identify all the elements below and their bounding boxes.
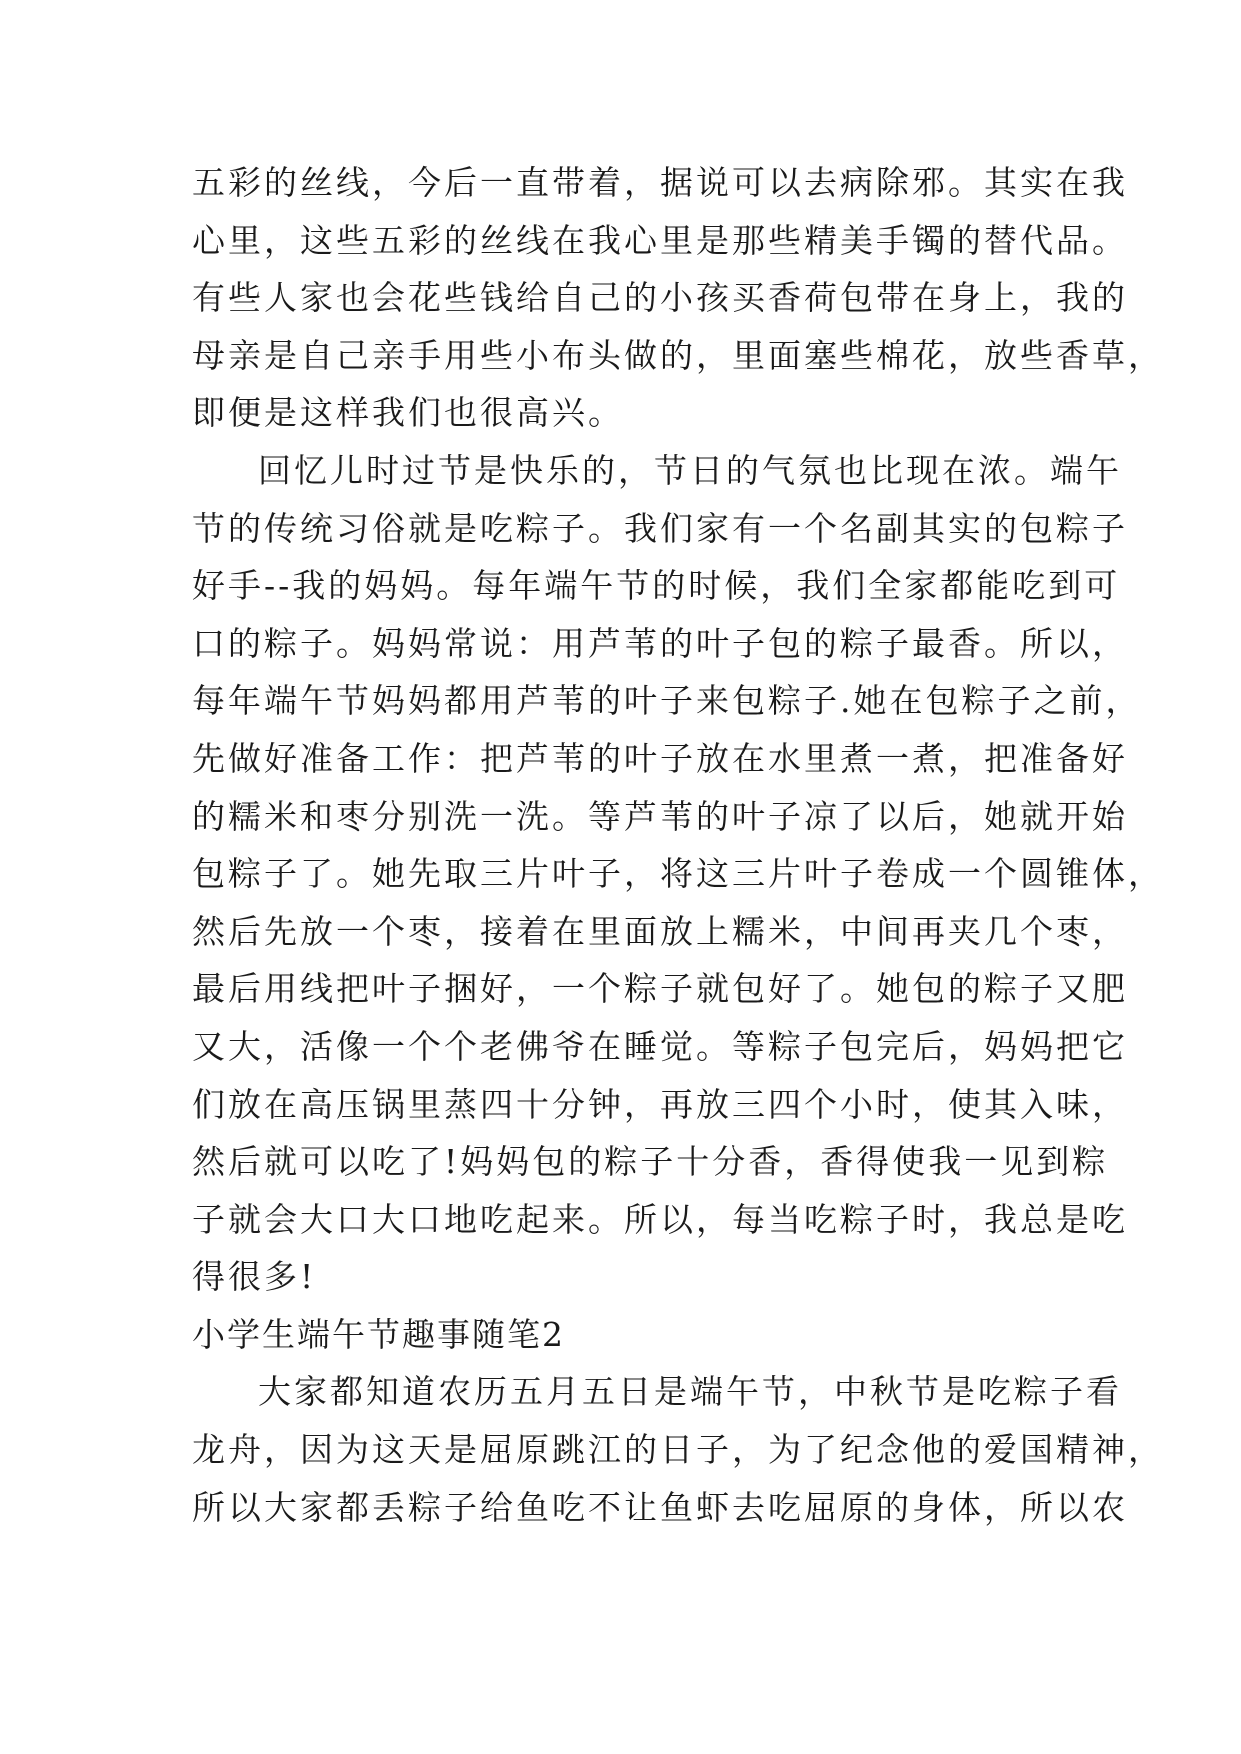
text-line: 们放在高压锅里蒸四十分钟，再放三四个小时，使其入味， — [192, 1084, 1128, 1124]
text-line: 得很多! — [192, 1257, 317, 1297]
text-line: 先做好准备工作：把芦苇的叶子放在水里煮一煮，把准备好 — [192, 738, 1128, 778]
text-line: 母亲是自己亲手用些小布头做的，里面塞些棉花，放些香草， — [192, 335, 1164, 375]
text-line: 最后用线把叶子捆好，一个粽子就包好了。她包的粽子又肥 — [192, 969, 1128, 1009]
section-heading: 小学生端午节趣事随笔2 — [192, 1314, 565, 1354]
text-line: 的糯米和枣分别洗一洗。等芦苇的叶子凉了以后，她就开始 — [192, 796, 1128, 836]
text-line: 即便是这样我们也很高兴。 — [192, 393, 624, 433]
body-text — [192, 154, 1164, 1536]
text-line: 然后先放一个枣，接着在里面放上糯米，中间再夹几个枣， — [192, 911, 1128, 951]
text-line: 五彩的丝线，今后一直带着，据说可以去病除邪。其实在我 — [192, 163, 1128, 202]
text-line: 有些人家也会花些钱给自己的小孩买香荷包带在身上，我的 — [192, 278, 1128, 318]
text-line: 然后就可以吃了!妈妈包的粽子十分香，香得使我一见到粽 — [192, 1142, 1109, 1182]
text-line: 好手--我的妈妈。每年端午节的时候，我们全家都能吃到可 — [192, 566, 1121, 606]
text-line: 每年端午节妈妈都用芦苇的叶子来包粽子.她在包粽子之前， — [192, 681, 1142, 721]
text-line: 口的粽子。妈妈常说：用芦苇的叶子包的粽子最香。所以， — [192, 623, 1128, 663]
text-line: 又大，活像一个个老佛爷在睡觉。等粽子包完后，妈妈把它 — [192, 1026, 1128, 1066]
text-line: 包粽子了。她先取三片叶子，将这三片叶子卷成一个圆锥体， — [192, 854, 1164, 894]
text-line: 龙舟，因为这天是屈原跳江的日子，为了纪念他的爱国精神， — [192, 1430, 1164, 1470]
text-line: 回忆儿时过节是快乐的，节日的气氛也比现在浓。端午 — [258, 450, 1122, 490]
text-line: 大家都知道农历五月五日是端午节，中秋节是吃粽子看 — [258, 1372, 1122, 1412]
text-line: 节的传统习俗就是吃粽子。我们家有一个名副其实的包粽子 — [192, 508, 1128, 548]
text-line: 心里，这些五彩的丝线在我心里是那些精美手镯的替代品。 — [192, 220, 1128, 260]
text-line: 子就会大口大口地吃起来。所以，每当吃粽子时，我总是吃 — [192, 1199, 1128, 1239]
text-line: 所以大家都丢粽子给鱼吃不让鱼虾去吃屈原的身体，所以农 — [192, 1487, 1128, 1527]
